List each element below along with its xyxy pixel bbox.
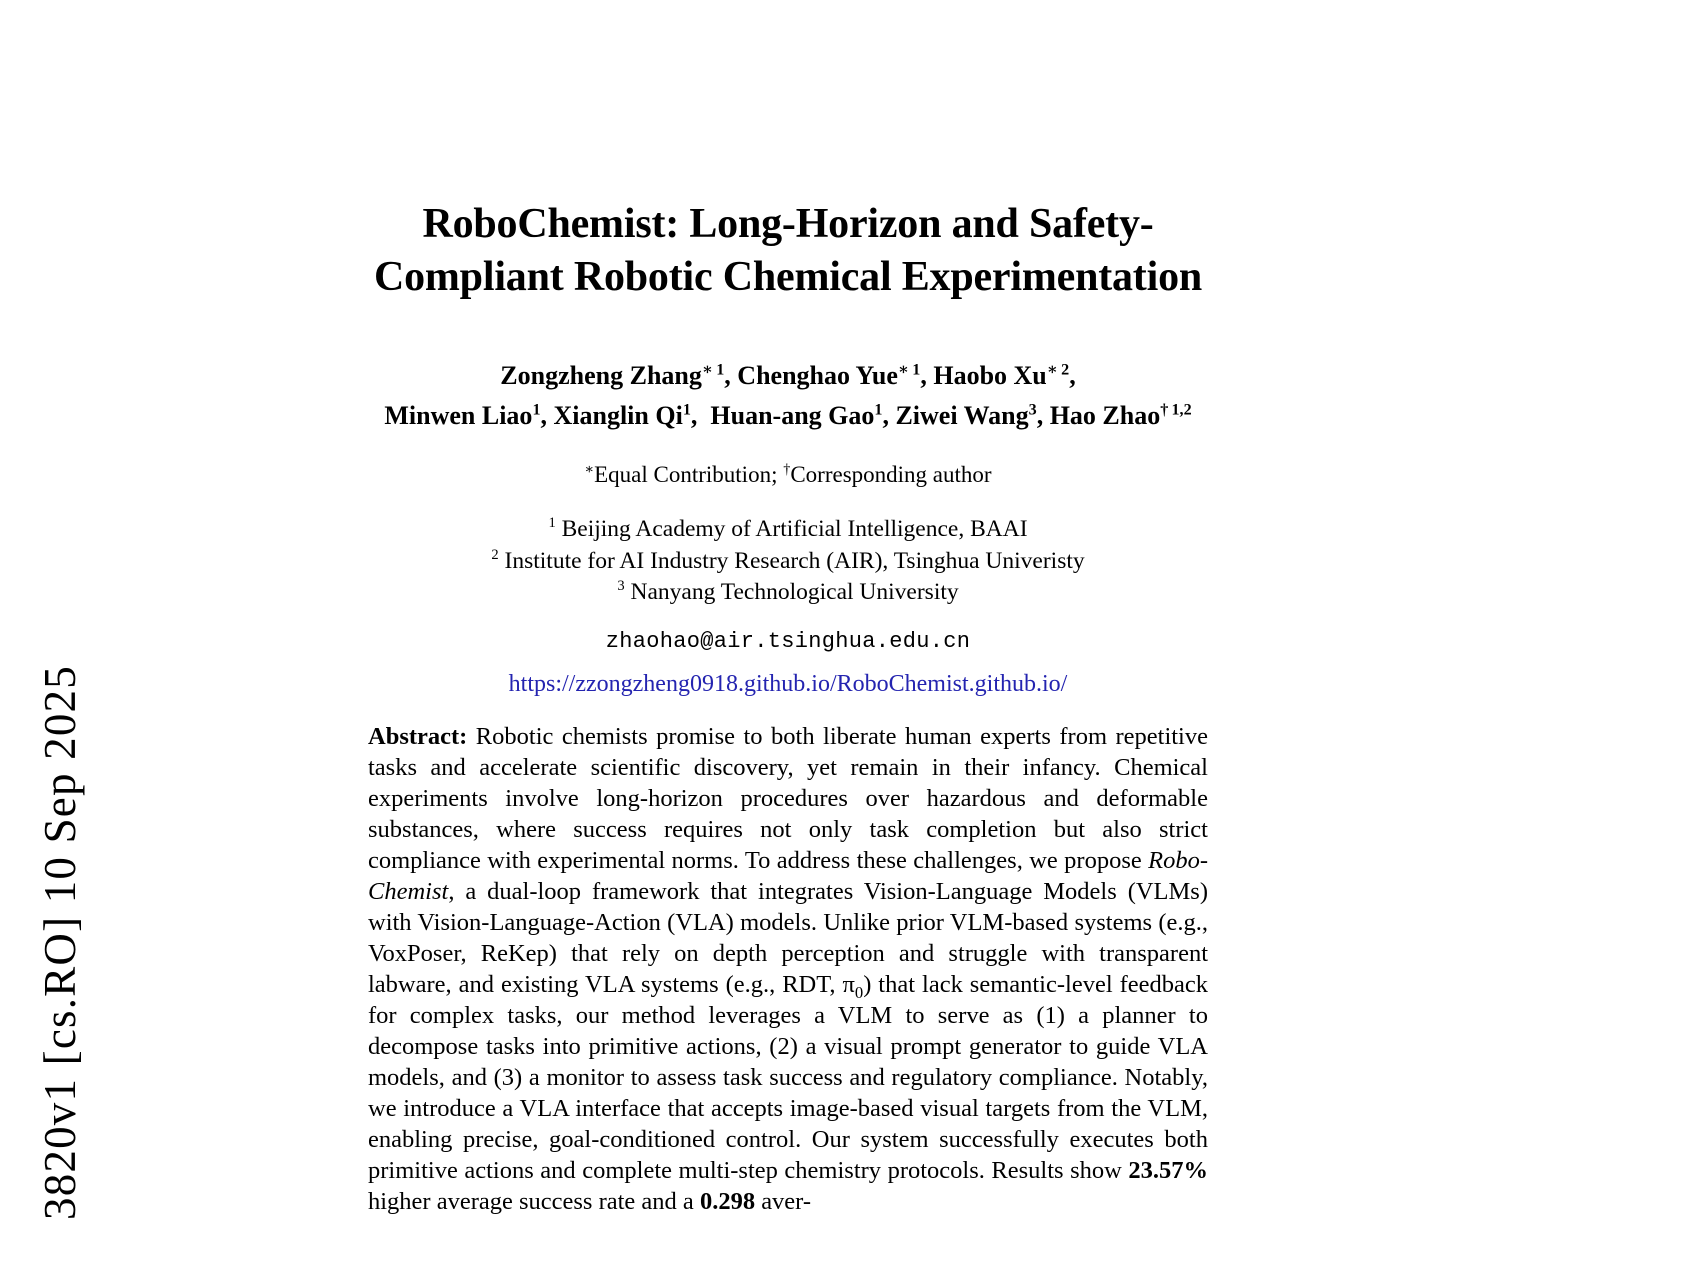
affiliation-marker-1: 1: [548, 515, 556, 532]
abstract-seg-4: higher average success rate and a: [368, 1187, 700, 1215]
author-haobo-xu: Haobo $Xu^{∗ 2}$: [933, 360, 1070, 390]
contact-email: zhaohao@air.tsinghua.edu.cn: [605, 629, 971, 655]
abstract-seg-2: , a dual-loop framework that integrates Vision-Language Models (VLMs) with Vision-Language-Action (VLA) models. Unlike prior VLM-based systems (e.g., VoxPoser, ReKep) that rely on depth perception and struggle with transparent labware, and existing VLA systems (e.g., RDT, π: [368, 878, 1208, 999]
affiliation-marker-3: 3: [617, 578, 625, 595]
author-list: [368, 356, 1208, 437]
author-affil-marker: 3: [1028, 401, 1037, 419]
page-title: RoboChemist: Long-Horizon and Safety-Compliant Robotic Chemical Experimentation: [373, 201, 1203, 300]
arxiv-identifier-stamp: [0, 0, 120, 1275]
author-minwen-liao: Minwen Liao$^1$: [384, 401, 541, 431]
author-zongzheng-zhang: Zongzheng Zhang$^{∗ 1}$: [500, 360, 725, 390]
paper-body: [368, 0, 1208, 1218]
abstract-system-name: Robo-Chemist: [368, 847, 1208, 906]
author-separator: ,: [882, 401, 896, 431]
author-separator: ,: [1069, 360, 1076, 390]
author-huan-ang-gao: Huan-ang Gao$^1$: [710, 401, 883, 431]
project-page-link[interactable]: [368, 671, 1208, 698]
author-affil-marker: ∗ 2: [1046, 361, 1070, 379]
contribution-note: ∗Equal Contribution; †Corresponding author: [584, 461, 992, 488]
asterisk-marker: ∗: [584, 461, 595, 478]
abstract-label: Abstract:: [368, 723, 468, 751]
affiliation-1: $^1$ Beijing Academy of Artificial Intelligence, BAAI: [548, 515, 1028, 543]
abstract-seg-1: Robotic chemists promise to both liberate human experts from repetitive tasks and accelerate scientific discovery, yet remain in their infancy. Chemical experiments involve long-horizon procedures over hazardous and deformable substances, where success requires not only task completion but also strict compliance with experimental norms. To address these challenges, we propose: [368, 723, 1208, 875]
author-line-1: [368, 356, 1208, 396]
abstract-success-rate-value: 23.57%: [1128, 1156, 1208, 1184]
abstract-pi-subscript: 0: [854, 982, 864, 1002]
author-separator: ,: [540, 401, 554, 431]
abstract-seg-5: aver-: [755, 1187, 812, 1215]
dagger-marker: †: [783, 461, 791, 478]
author-affil-marker: 1: [532, 401, 541, 419]
affiliation-2: $^2$ Institute for AI Industry Research (AIR), Tsinghua Univeristy: [491, 546, 1085, 574]
author-separator: ,: [920, 360, 934, 390]
author-chenghao-yue: Chenghao Yue$^{∗ 1}$: [737, 360, 921, 390]
author-affil-marker: † 1,2: [1160, 401, 1192, 419]
affiliation-marker-2: 2: [491, 546, 499, 563]
author-separator: ,: [724, 360, 738, 390]
author-xianglin-qi: Xianglin Qi$^1$: [553, 401, 691, 431]
author-line-2: [368, 396, 1208, 436]
author-hao-zhao: Hao Zhao$^{\dagger 1,2}$: [1049, 401, 1192, 431]
author-affil-marker: 1: [874, 401, 883, 419]
abstract-seg-3: ) that lack semantic-level feedback for complex tasks, our method leverages a VLM to serve as (1) a planner to decompose tasks into primitive actions, (2) a visual prompt generator to guide VLA models, and (3) a monitor to assess task success and regulatory compliance. Notably, we introduce a VLA interface that accepts image-based visual targets from the VLM, enabling precise, goal-conditioned control. Our system successfully executes both primitive actions and complete multi-step chemistry protocols. Results show: [368, 971, 1209, 1184]
abstract-section: [368, 722, 1208, 1218]
project-page-url-text: https://zzongzheng0918.github.io/RoboChemist.github.io/: [508, 671, 1068, 698]
abstract-compliance-value: 0.298: [699, 1187, 756, 1215]
author-affil-marker: 1: [682, 401, 691, 419]
author-affil-marker: ∗ 1: [897, 361, 921, 379]
author-ziwei-wang: Ziwei Wang$^3$: [895, 401, 1037, 431]
author-separator: ,: [690, 401, 711, 431]
author-separator: ,: [1036, 401, 1050, 431]
author-affil-marker: ∗ 1: [701, 361, 725, 379]
affiliation-3: $^3$ Nanyang Technological University: [617, 578, 959, 605]
affiliation-list: [368, 514, 1208, 608]
arxiv-identifier-text: 3820v1 [cs.RO] 10 Sep 2025: [35, 665, 85, 1220]
